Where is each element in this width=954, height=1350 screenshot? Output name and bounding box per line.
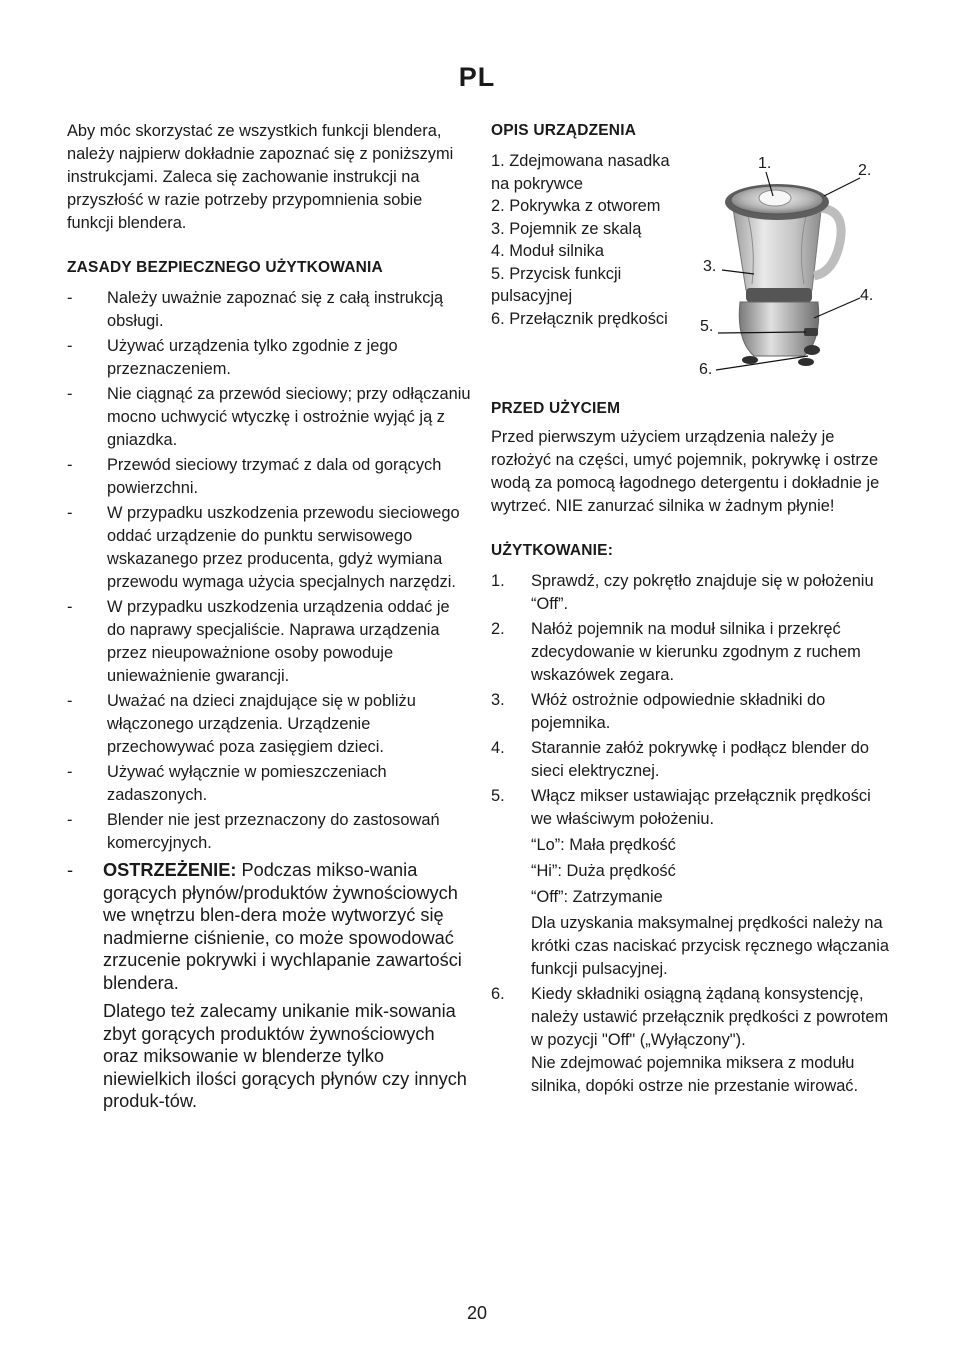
pulse-note: Dla uzyskania maksymalnej prędkości należy na krótki czas naciskać przycisk ręcznego włączania funkcji pulsacyjnej. [531, 914, 889, 978]
part-item: 6. Przełącznik prędkości [491, 309, 668, 328]
callout-label-6: 6. [699, 361, 713, 378]
speed-setting: “Lo”: Mała prędkość [531, 836, 676, 854]
usage-heading: UŻYTKOWANIE: [491, 542, 614, 559]
blender-illustration [696, 150, 886, 385]
safety-item: - Używać wyłącznie w pomieszczeniach zadaszonych. [67, 763, 387, 804]
blender-diagram [696, 150, 886, 385]
description-heading: OPIS URZĄDZENIA [491, 122, 637, 139]
before-use-heading: PRZED UŻYCIEM [491, 400, 621, 417]
speed-setting: “Hi”: Duża prędkość [531, 862, 676, 880]
parts-list [491, 150, 691, 330]
safety-item: - Używać urządzenia tylko zgodnie z jego przeznaczeniem. [67, 337, 398, 378]
intro-paragraph: Aby móc skorzystać ze wszystkich funkcji blendera, należy najpierw dokładnie zapoznać się z poniższymi instrukcjami. Zaleca się zachowanie instrukcji na przyszłość w razie potrzeby przypomnienia sobie funkcji blendera. [67, 122, 454, 232]
safety-heading: ZASADY BEZPIECZNEGO UŻYTKOWANIA [67, 259, 383, 276]
usage-step: 4. Starannie załóż pokrywkę i podłącz blender do sieci elektrycznej. [491, 739, 870, 780]
part-item: 3. Pojemnik ze skalą [491, 219, 642, 238]
safety-item: - Nie ciągnąć za przewód sieciowy; przy odłączaniu mocno uchwycić wtyczkę i ostrożnie wyjąć ją z gniazdka. [67, 385, 471, 449]
before-use-paragraph: Przed pierwszym użyciem urządzenia należy je rozłożyć na części, umyć pojemnik, pokrywkę i ostrze wodą za pomocą łagodnego detergentu i dokładnie je wytrzeć. NIE zanurzać silnika w żadnym płynie! [491, 428, 880, 515]
usage-step: 5. Włącz mikser ustawiając przełącznik prędkości we właściwym położeniu. “Lo”: Mała prędkość “Hi”: Duża prędkość “Off”: Zatrzymanie Dla uzyskania maksymalnej prędkości należy na krótki czas naciskać przycisk ręcznego włączania funkcji pulsacyjnej. [491, 785, 896, 981]
speed-setting: “Off”: Zatrzymanie [531, 888, 663, 906]
callout-label-1: 1. [758, 155, 772, 172]
callout-label-5: 5. [700, 318, 714, 335]
usage-step: 6. Kiedy składniki osiągną żądaną konsystencję, należy ustawić przełącznik prędkości z powrotem w pozycji "Off" („Wyłączony"). Nie zdejmować pojemnika miksera z modułu silnika, dopóki ostrze nie przestanie wirować. [491, 983, 896, 1098]
part-item: 5. Przycisk funkcji pulsacyjnej [491, 264, 622, 305]
callout-line-2 [824, 178, 860, 196]
usage-step: 1. Sprawdź, czy pokrętło znajduje się w położeniu “Off”. [491, 572, 874, 613]
lid-cap-shape [759, 190, 791, 206]
safety-item: - Uważać na dzieci znajdujące się w pobliżu włączonego urządzenia. Urządzenie przechowywać poza zasięgiem dzieci. [67, 692, 416, 756]
part-item: 4. Moduł silnika [491, 242, 604, 260]
callout-line-6 [716, 356, 808, 370]
part-item: 1. Zdejmowana nasadka na pokrywce [491, 152, 670, 193]
callout-line-4 [814, 298, 860, 318]
warning-text: OSTRZEŻENIE: Podczas mikso-wania gorących płynów/produktów żywnościowych we wnętrzu blen-dera może wytworzyć się nadmierne ciśnienie, co może spowodować zrzucenie pokrywki i wychlapanie zawartości blendera. [103, 860, 462, 993]
usage-step: 2. Nałóż pojemnik na moduł silnika i przekręć zdecydowanie w kierunku zgodnym z ruchem wskazówek zegara. [491, 620, 861, 684]
warning-label: OSTRZEŻENIE: [103, 860, 237, 880]
warning-text-continued: Dlatego też zalecamy unikanie mik-sowania zbyt gorących produktów żywnościowych oraz miksowanie w blenderze tylko niewielkich ilości gorących płynów czy innych produk-tów. [103, 1001, 467, 1111]
safety-item: - W przypadku uszkodzenia urządzenia oddać je do naprawy specjaliście. Naprawa urządzenia przez nieupoważnione osoby powoduje unieważnienie gwarancji. [67, 598, 450, 685]
safety-item: - Należy uważnie zapoznać się z całą instrukcją obsługi. [67, 289, 444, 330]
callout-label-3: 3. [703, 258, 717, 275]
safety-item: - Przewód sieciowy trzymać z dala od gorących powierzchni. [67, 456, 442, 497]
page-language-header: PL [458, 62, 496, 92]
speed-knob-shape [804, 345, 820, 355]
safety-item: - Blender nie jest przeznaczony do zastosowań komercyjnych. [67, 811, 440, 852]
removal-note: Nie zdejmować pojemnika miksera z modułu silnika, dopóki ostrze nie przestanie wirować. [531, 1054, 859, 1095]
safety-item: - W przypadku uszkodzenia przewodu sieciowego oddać urządzenie do punktu serwisowego wskazanego przez producenta, gdyż wymiana przewodu wymaga użycia specjalnych narzędzi. [67, 504, 460, 591]
pulse-button-shape [804, 328, 818, 336]
callout-label-4: 4. [860, 287, 874, 304]
safety-list [67, 287, 472, 855]
usage-step: 3. Włóż ostrożnie odpowiednie składniki do pojemnika. [491, 691, 826, 732]
callout-label-2: 2. [858, 162, 872, 179]
left-column [67, 120, 472, 1113]
page-number: 20 [466, 1303, 488, 1323]
warning-block: - OSTRZEŻENIE: Podczas mikso-wania gorących płynów/produktów żywnościowych we wnętrzu blen-dera może wytworzyć się nadmierne ciśnienie, co może spowodować zrzucenie pokrywki i wychlapanie zawartości blendera. Dlatego też zalecamy unikanie mik-sowania zbyt gorących produktów żywnościowych oraz miksowanie w blenderze tylko niewielkich ilości gorących płynów czy innych produk-tów. [67, 859, 472, 1113]
part-item: 2. Pokrywka z otworem [491, 197, 661, 215]
usage-steps [491, 570, 896, 1098]
